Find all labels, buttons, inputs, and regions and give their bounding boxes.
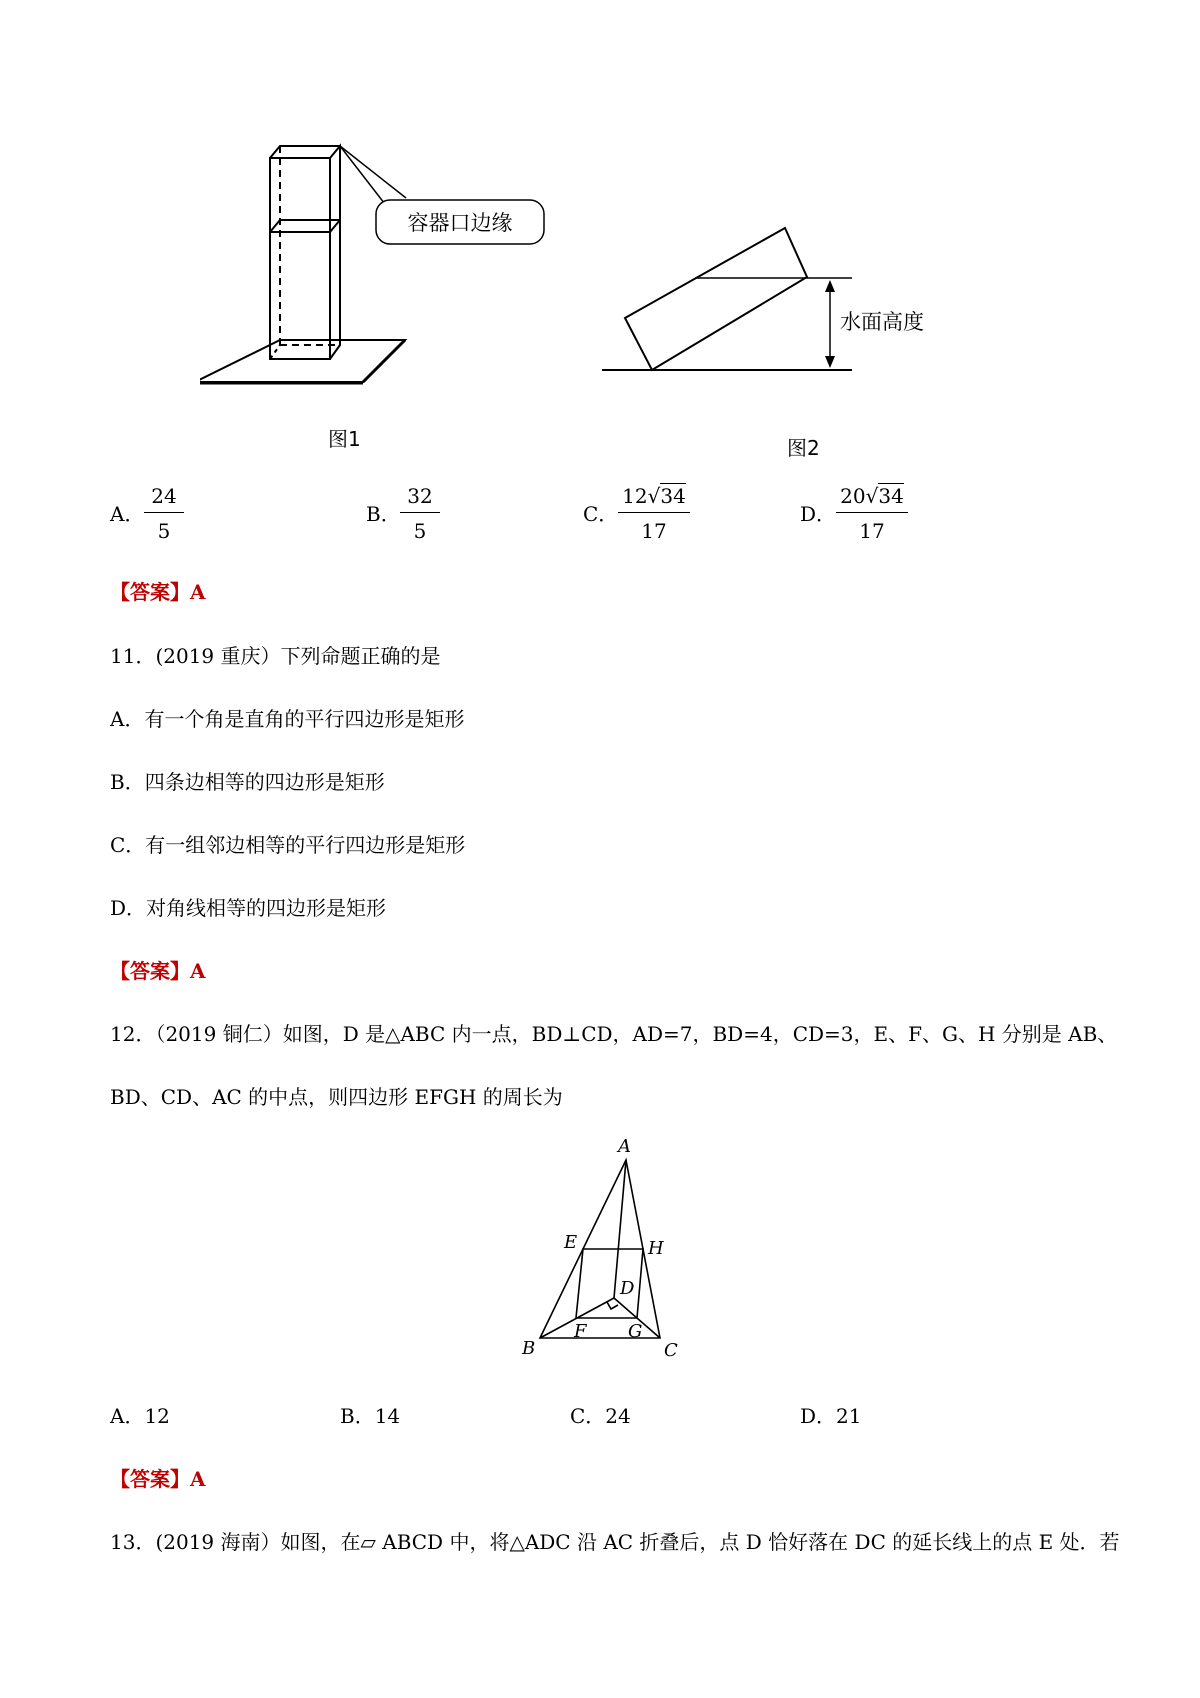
label-a: A: [618, 1136, 631, 1157]
arrow-up-icon: [825, 280, 835, 292]
figure-3-triangle: [510, 1130, 700, 1370]
label-g: G: [628, 1321, 643, 1342]
q10-answer: 【答案】A: [110, 580, 206, 604]
q10-option-d-value: $\frac{20√34}{17}$: [836, 484, 908, 543]
q10-option-d-letter: D．: [800, 502, 837, 526]
label-b: B: [522, 1338, 536, 1359]
q12-option-a: A．12: [110, 1404, 170, 1428]
label-f: F: [574, 1321, 587, 1342]
q12-option-b: B．14: [340, 1404, 401, 1428]
q10-option-b-letter: B．: [366, 502, 401, 526]
q11-stem: 11．(2019 重庆）下列命题正确的是: [110, 644, 441, 668]
q12-option-d: D．21: [800, 1404, 862, 1428]
q12-answer: 【答案】A: [110, 1467, 206, 1491]
base-plate: [200, 340, 405, 382]
q10-option-b-value: $\frac{32}{5}$: [400, 484, 440, 543]
q10-option-c-value: $\frac{12√34}{17}$: [618, 484, 690, 543]
label-c: C: [664, 1340, 678, 1361]
q12-stem-line-1: 12．（2019 铜仁）如图，D 是△ABC 内一点，BD⊥CD，AD=7，BD=4，CD=3，E、F、G、H 分别是 AB、: [110, 1022, 1118, 1046]
figure-2: [600, 220, 960, 400]
q11-option-d: D．对角线相等的四边形是矩形: [110, 896, 387, 920]
q10-option-c-letter: C．: [583, 502, 619, 526]
q11-option-b: B．四条边相等的四边形是矩形: [110, 770, 385, 794]
q11-answer: 【答案】A: [110, 959, 206, 983]
figure-1-caption: 图1: [328, 427, 361, 451]
q13-stem: 13．(2019 海南）如图，在▱ ABCD 中，将△ADC 沿 AC 折叠后，点 D 恰好落在 DC 的延长线上的点 E 处．若: [110, 1530, 1120, 1554]
q10-option-a-value: $\frac{24}{5}$: [144, 484, 184, 543]
arrow-down-icon: [825, 356, 835, 368]
figure-2-caption: 图2: [787, 436, 820, 460]
figure-1: [200, 140, 580, 440]
q10-option-a-letter: A．: [110, 502, 145, 526]
q11-option-a: A．有一个角是直角的平行四边形是矩形: [110, 707, 465, 731]
q12-stem-line-2: BD、CD、AC 的中点，则四边形 EFGH 的周长为: [110, 1085, 563, 1109]
label-h: H: [648, 1238, 664, 1259]
water-height-label: 水面高度: [840, 310, 924, 334]
q11-option-c: C．有一组邻边相等的平行四边形是矩形: [110, 833, 466, 857]
label-e: E: [564, 1232, 578, 1253]
label-d: D: [620, 1278, 635, 1299]
q12-option-c: C．24: [570, 1404, 631, 1428]
callout-label: 容器口边缘: [407, 211, 513, 235]
tilted-container: [625, 228, 807, 370]
